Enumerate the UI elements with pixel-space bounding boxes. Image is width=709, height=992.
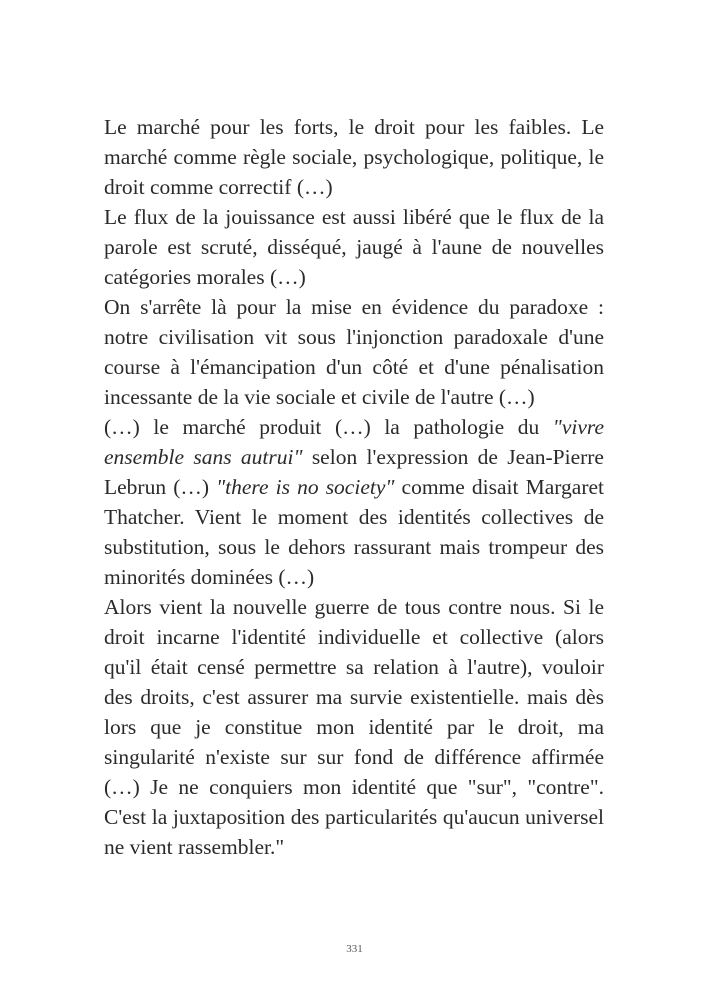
paragraph: [104, 592, 604, 862]
paragraph-text: selon l'expression de Jean-Pierre Lebrun (…): [104, 445, 604, 499]
paragraph-text: Alors vient la nouvelle guerre de tous contre nous. Si le droit incarne l'identité individuelle et collective (alors qu'il était censé permettre sa relation à l'autre), vouloir des droits, c'est assurer ma survie existentielle. mais dès lors que je constitue mon identité par le droit, ma singularité n'existe sur sur fond de différence affirmée (…) Je ne conquiers mon identité que "sur", "contre". C'est la juxtaposition des particularités qu'aucun universel ne vient rassembler.": [104, 595, 604, 859]
italic-quote: "vivre ensemble sans autrui": [104, 415, 604, 469]
paragraph-text: On s'arrête là pour la mise en évidence du paradoxe : notre civilisation vit sous l'injonction paradoxale d'une course à l'émancipation d'un côté et d'une pénalisation incessante de la vie sociale et civile de l'autre (…): [104, 295, 604, 409]
paragraph: [104, 112, 604, 202]
italic-quote: "there is no society": [216, 475, 395, 499]
paragraph-text: Le marché pour les forts, le droit pour les faibles. Le marché comme règle sociale, psychologique, politique, le droit comme correctif (…): [104, 115, 604, 199]
paragraph: [104, 202, 604, 292]
paragraph-text: comme disait Margaret Thatcher. Vient le moment des identités collectives de substitution, sous le dehors rassurant mais trompeur des minorités dominées (…): [104, 475, 605, 589]
body-text: [104, 112, 604, 862]
paragraph: [104, 412, 604, 592]
page-number: 331: [346, 943, 363, 955]
paragraph: [104, 292, 604, 412]
paragraph-text: Le flux de la jouissance est aussi libéré que le flux de la parole est scruté, disséqué, jaugé à l'aune de nouvelles catégories morales (…): [104, 205, 604, 289]
paragraph-text: (…) le marché produit (…) la pathologie du: [104, 415, 553, 439]
